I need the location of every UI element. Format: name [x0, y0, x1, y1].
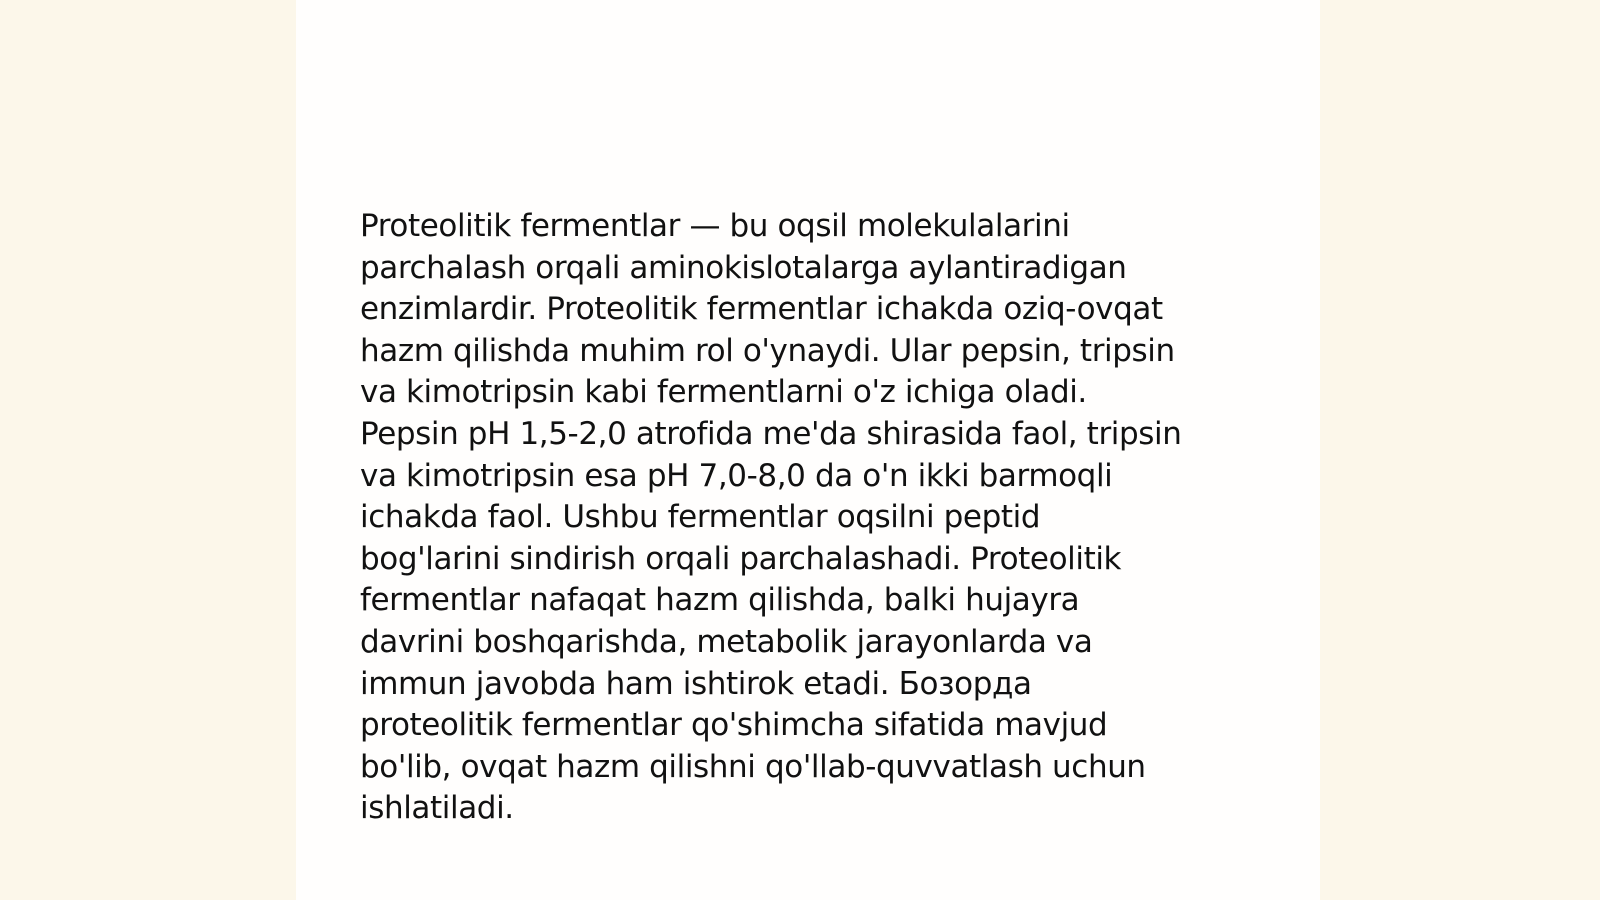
slide-body-text — [360, 206, 1260, 830]
text-line: bo'lib, ovqat hazm qilishni qo'llab-quvvatlash uchun — [360, 748, 1146, 785]
text-line: ichakda faol. Ushbu fermentlar oqsilni peptid — [360, 499, 1041, 536]
text-line: bog'larini sindirish orqali parchalashadi. Proteolitik — [360, 540, 1122, 577]
text-line: Proteolitik fermentlar — bu oqsil molekulalarini — [360, 208, 1070, 244]
text-line: hazm qilishda muhim rol o'ynaydi. Ular pepsin, tripsin — [360, 332, 1175, 369]
slide — [296, 0, 1320, 900]
text-line: va kimotripsin kabi fermentlarni o'z ichiga oladi. — [360, 374, 1087, 411]
text-line: enzimlardir. Proteolitik fermentlar ichakda oziq-ovqat — [360, 291, 1163, 328]
text-line: immun javobda ham ishtirok etadi. Бозорда — [360, 665, 1032, 702]
text-line: fermentlar nafaqat hazm qilishda, balki hujayra — [360, 582, 1080, 619]
text-line: davrini boshqarishda, metabolik jarayonlarda va — [360, 623, 1093, 660]
text-line: Pepsin pH 1,5-2,0 atrofida me'da shirasida faol, tripsin — [360, 415, 1182, 452]
text-line: proteolitik fermentlar qo'shimcha sifatida mavjud — [360, 707, 1108, 744]
text-line: va kimotripsin esa pH 7,0-8,0 da o'n ikki barmoqli — [360, 457, 1113, 494]
text-line: ishlatiladi. — [360, 790, 514, 827]
text-line: parchalash orqali aminokislotalarga aylantiradigan — [360, 249, 1127, 286]
